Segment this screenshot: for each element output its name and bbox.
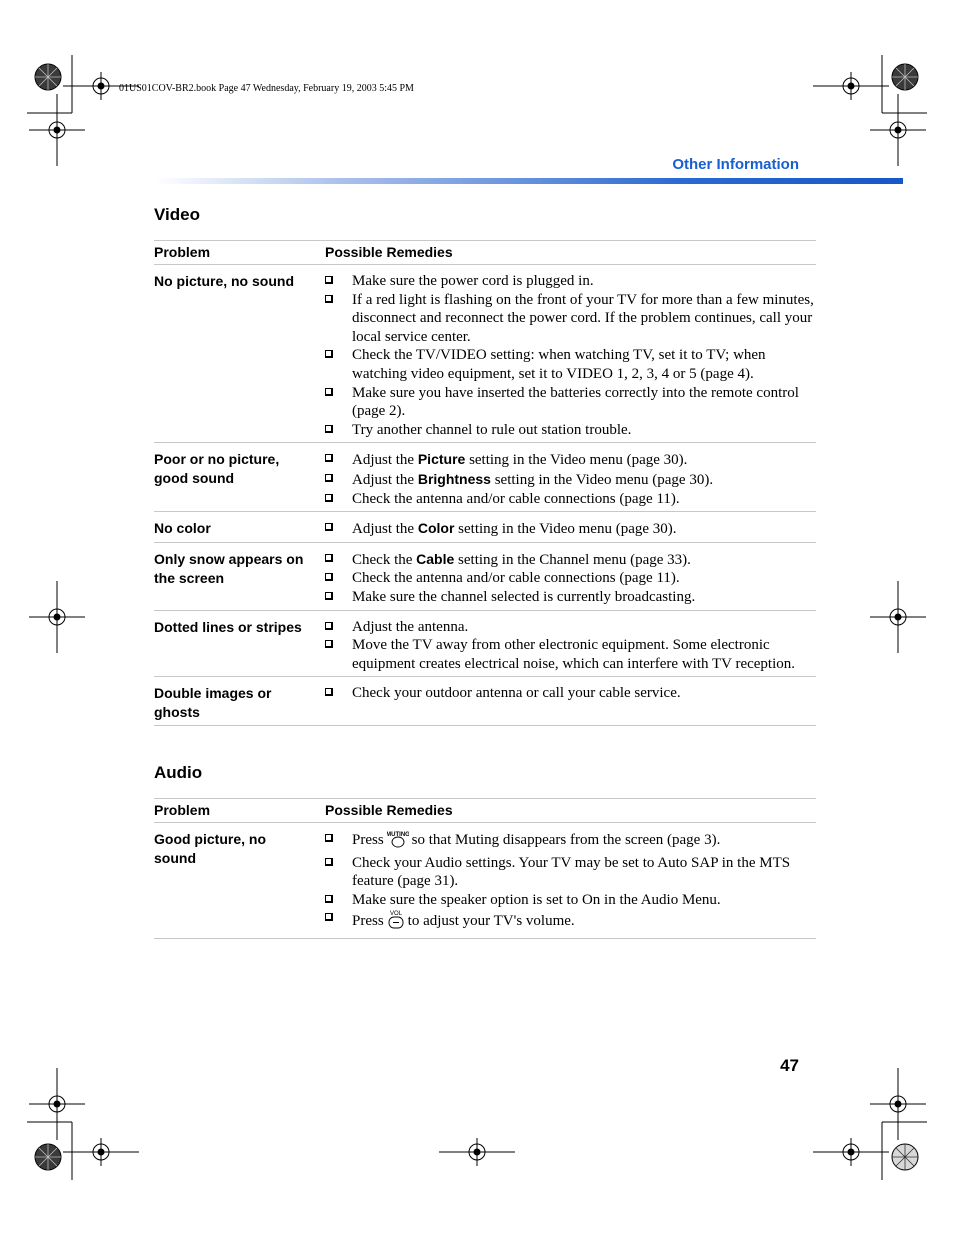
- remedy-item: Check the antenna and/or cable connections (page 11).: [325, 490, 816, 509]
- page-number: 47: [780, 1056, 799, 1075]
- checkbox-bullet-icon: [325, 858, 333, 866]
- video-table: [154, 240, 816, 726]
- setting-keyword: Picture: [417, 451, 466, 468]
- video-title: Video: [154, 205, 200, 224]
- remedy-item: If a red light is flashing on the front of your TV for more than a few minutes, disconnect and reconnect the power cord. If the problem continues, call your local service center.: [325, 291, 816, 347]
- remedy-item: Check the Cable setting in the Channel menu (page 33).: [325, 550, 816, 570]
- table-row: [154, 265, 816, 443]
- table-row: [154, 542, 816, 610]
- problem-label: No picture, no sound: [154, 273, 294, 289]
- remedy-list: [325, 272, 816, 439]
- col-remedies-header: Possible Remedies: [325, 799, 816, 823]
- problem-label: Poor or no picture, good sound: [154, 451, 280, 487]
- checkbox-bullet-icon: [325, 573, 333, 581]
- remedy-item: Check the TV/VIDEO setting: when watching TV, set it to TV; when watching video equipment, set it to VIDEO 1, 2, 3, 4 or 5 (page 4).: [325, 346, 816, 383]
- checkbox-bullet-icon: [325, 454, 333, 462]
- remedy-item: Press VOL to adjust your TV's volume.: [325, 909, 816, 935]
- remedy-item: Check your outdoor antenna or call your cable service.: [325, 684, 816, 703]
- problem-label: Good picture, no sound: [154, 831, 266, 866]
- col-problem-header: Problem: [154, 799, 325, 823]
- checkbox-bullet-icon: [325, 913, 333, 921]
- checkbox-bullet-icon: [325, 494, 333, 502]
- checkbox-bullet-icon: [325, 554, 333, 562]
- remedy-item: Adjust the antenna.: [325, 618, 816, 637]
- setting-keyword: Brightness: [417, 470, 491, 487]
- checkbox-bullet-icon: [325, 276, 333, 284]
- muting-button-icon: [387, 830, 409, 854]
- remedy-list: [325, 519, 816, 539]
- checkbox-bullet-icon: [325, 622, 333, 630]
- remedy-item: Make sure the power cord is plugged in.: [325, 272, 816, 291]
- vol-icon-label: VOL: [389, 911, 402, 918]
- table-row: [154, 443, 816, 512]
- section-header: Other Information: [672, 156, 799, 173]
- remedy-item: Press MUTING so that Muting disappears from the screen (page 3).: [325, 830, 816, 854]
- header-rule: [155, 178, 903, 184]
- video-table-header: [154, 241, 816, 265]
- remedy-item: Move the TV away from other electronic equipment. Some electronic equipment creates electrical noise, which can interfere with TV reception.: [325, 636, 816, 673]
- remedy-list: [325, 830, 816, 935]
- remedy-item: Adjust the Brightness setting in the Video menu (page 30).: [325, 470, 816, 490]
- col-remedies-header: Possible Remedies: [325, 241, 816, 265]
- checkbox-bullet-icon: [325, 592, 333, 600]
- remedy-item: Adjust the Color setting in the Video menu (page 30).: [325, 519, 816, 539]
- setting-keyword: Color: [417, 520, 455, 537]
- remedy-item: Make sure the channel selected is currently broadcasting.: [325, 588, 816, 607]
- remedy-list: [325, 618, 816, 674]
- checkbox-bullet-icon: [325, 688, 333, 696]
- remedy-item: Try another channel to rule out station trouble.: [325, 421, 816, 440]
- checkbox-bullet-icon: [325, 425, 333, 433]
- checkbox-bullet-icon: [325, 474, 333, 482]
- audio-table: [154, 798, 816, 939]
- col-problem-header: Problem: [154, 241, 325, 265]
- remedy-item: Check your Audio settings. Your TV may be set to Auto SAP in the MTS feature (page 31).: [325, 854, 816, 891]
- setting-keyword: Cable: [416, 550, 455, 567]
- checkbox-bullet-icon: [325, 834, 333, 842]
- muting-icon-label: MUTING: [386, 832, 409, 838]
- print-info: 01US01COV-BR2.book Page 47 Wednesday, February 19, 2003 5:45 PM: [119, 83, 414, 94]
- remedy-list: [325, 684, 816, 703]
- problem-label: No color: [154, 520, 211, 537]
- remedy-item: Adjust the Picture setting in the Video menu (page 30).: [325, 450, 816, 470]
- remedy-list: [325, 550, 816, 607]
- table-row: [154, 610, 816, 677]
- remedy-list: [325, 450, 816, 508]
- checkbox-bullet-icon: [325, 895, 333, 903]
- problem-label: Dotted lines or stripes: [154, 618, 302, 635]
- checkbox-bullet-icon: [325, 388, 333, 396]
- remedy-item: Make sure you have inserted the batteries correctly into the remote control (page 2).: [325, 384, 816, 421]
- table-row: [154, 512, 816, 543]
- remedy-item: Check the antenna and/or cable connections (page 11).: [325, 569, 816, 588]
- checkbox-bullet-icon: [325, 350, 333, 358]
- audio-table-header: [154, 799, 816, 823]
- remedy-item: Make sure the speaker option is set to On in the Audio Menu.: [325, 891, 816, 910]
- checkbox-bullet-icon: [325, 640, 333, 648]
- audio-title: Audio: [154, 763, 203, 782]
- checkbox-bullet-icon: [325, 523, 333, 531]
- table-row: [154, 823, 816, 939]
- table-row: [154, 677, 816, 726]
- volume-minus-button-icon: [387, 909, 405, 935]
- problem-label: Only snow appears on the screen: [154, 550, 304, 586]
- checkbox-bullet-icon: [325, 295, 333, 303]
- problem-label: Double images or ghosts: [154, 685, 272, 721]
